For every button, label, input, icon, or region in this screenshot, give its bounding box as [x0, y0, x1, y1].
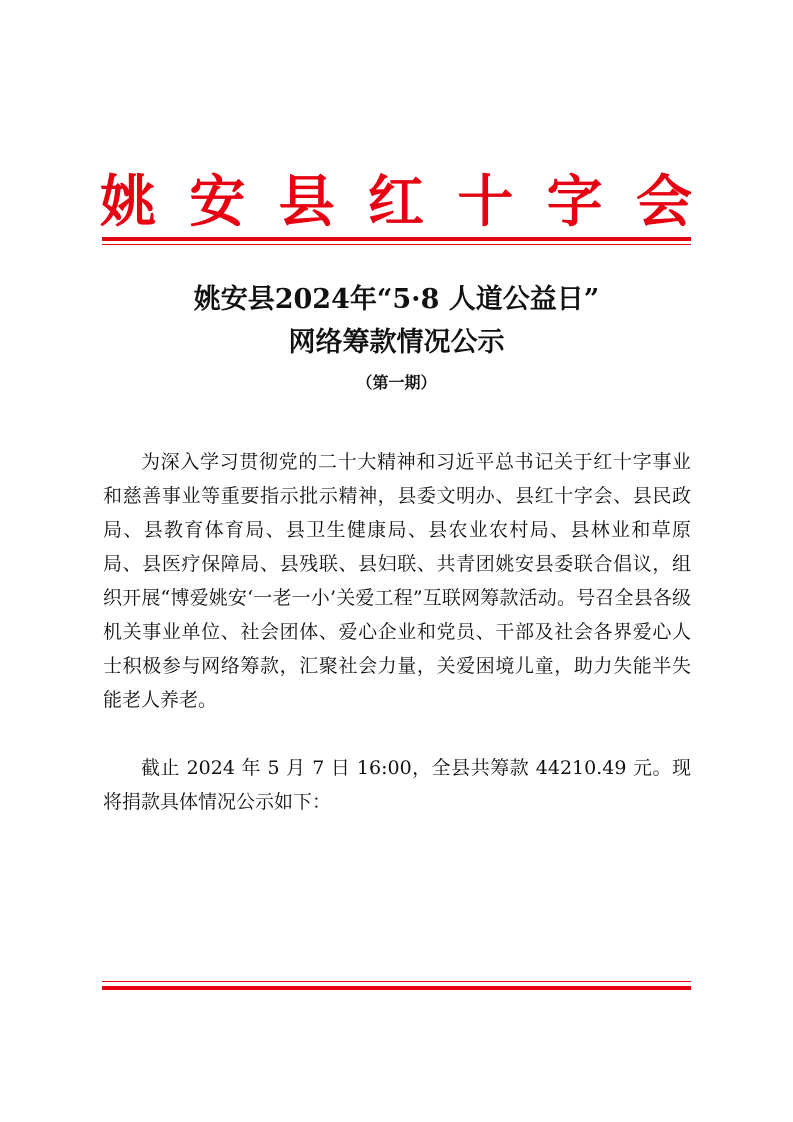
masthead-char: 会 — [635, 169, 692, 235]
document-title-line1: 姚安县2024年“5·8 人道公益日” — [193, 284, 600, 315]
masthead-char: 十 — [457, 169, 514, 235]
masthead-char: 县 — [278, 169, 335, 235]
header-divider-thin — [102, 244, 691, 245]
issue-number: （第一期） — [356, 373, 437, 392]
body-paragraph-2: 截止 2024 年 5 月 7 日 16:00，全县共筹款 44210.49 元。现将捐款具体情况公示如下： — [103, 757, 691, 813]
body-paragraph-1: 为深入学习贯彻党的二十大精神和习近平总书记关于红十字事业和慈善事业等重要指示批示精神，县委文明办、县红十字会、县民政局、县教育体育局、县卫生健康局、县农业农村局、县林业和草原局、县医疗保障局、县残联、县妇联、共青团姚安县委联合倡议，组织开展“博爱姚安‘一老一小’关爱工程”互联网筹款活动。号召全县各级机关事业单位、社会团体、爱心企业和党员、干部及社会各界爱心人士积极参与网络筹款，汇聚社会力量，关爱困境儿童，助力失能半失能老人养老。 — [103, 451, 691, 711]
masthead-char: 姚 — [100, 169, 156, 235]
masthead-char: 安 — [189, 169, 246, 235]
document-title-line2: 网络筹款情况公示 — [288, 327, 505, 358]
masthead-char: 字 — [546, 169, 603, 235]
footer-divider-thick — [102, 986, 691, 990]
masthead-title — [100, 168, 692, 236]
header-divider-thick — [102, 237, 691, 241]
footer-divider-thin — [102, 981, 691, 982]
masthead-char: 红 — [367, 169, 424, 235]
